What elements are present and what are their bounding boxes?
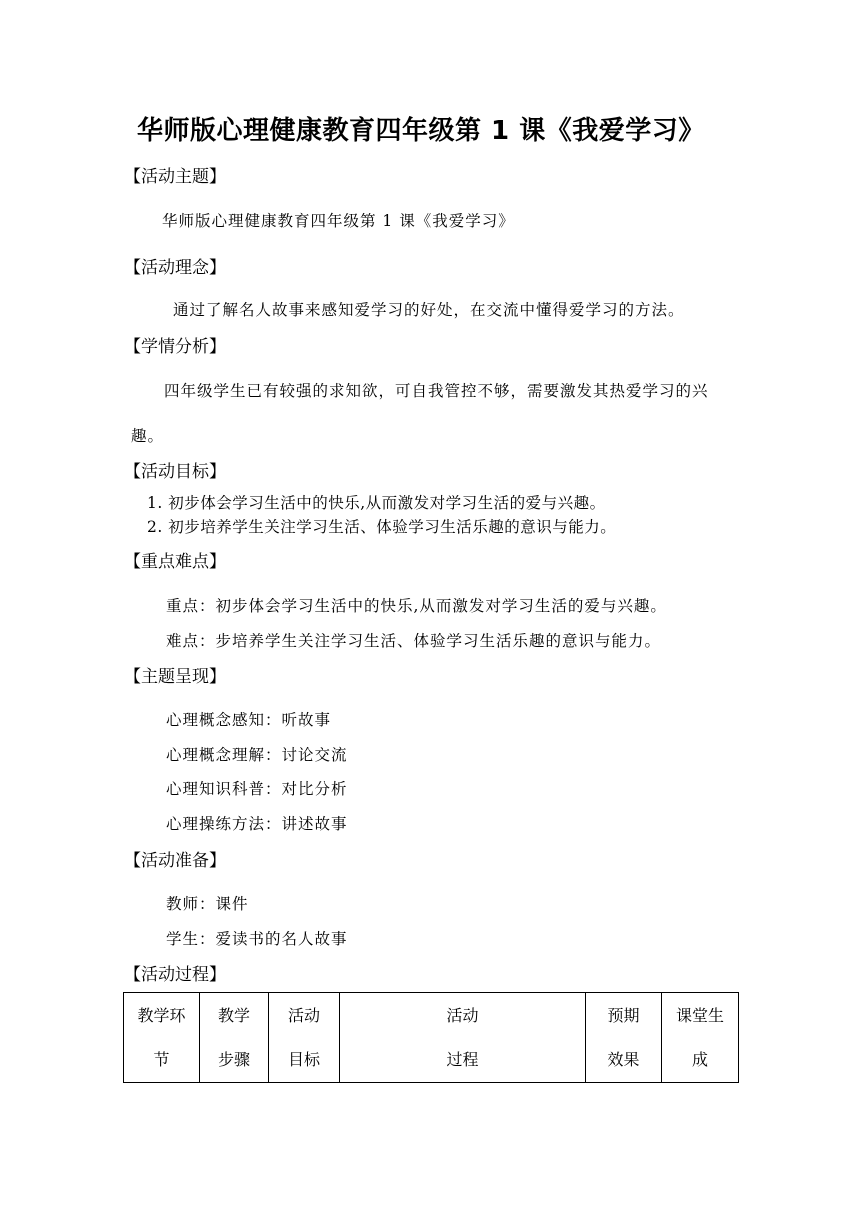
section-heading-preparation: 【活动准备】: [124, 851, 226, 871]
header-cell-teaching-steps: 教学 步骤: [200, 993, 269, 1083]
section-heading-goals: 【活动目标】: [124, 462, 226, 482]
presentation-item-1: 心理概念感知：听故事: [166, 711, 332, 729]
section-heading-theme: 【活动主题】: [124, 167, 226, 187]
section-heading-analysis: 【学情分析】: [124, 337, 226, 357]
section-heading-key-points: 【重点难点】: [124, 552, 226, 572]
analysis-text-line-2: 趣。: [131, 427, 165, 445]
presentation-item-3: 心理知识科普：对比分析: [166, 780, 348, 798]
header-cell-activity-process: 活动 过程: [340, 993, 586, 1083]
section-heading-concept: 【活动理念】: [124, 258, 226, 278]
process-table: [123, 992, 739, 1083]
goal-item-2: 2. 初步培养学生关注学习生活、体验学习生活乐趣的意识与能力。: [147, 518, 617, 536]
difficult-point-text: 难点：步培养学生关注学习生活、体验学习生活乐趣的意识与能力。: [166, 632, 662, 650]
presentation-item-4: 心理操练方法：讲述故事: [166, 815, 348, 833]
header-cell-expected-effect: 预期 效果: [586, 993, 662, 1083]
header-cell-activity-goal: 活动 目标: [269, 993, 340, 1083]
preparation-teacher: 教师：课件: [166, 895, 249, 913]
presentation-item-2: 心理概念理解：讨论交流: [166, 746, 348, 764]
process-table-header-row: [124, 993, 739, 1083]
header-cell-classroom-generation: 课堂生 成: [662, 993, 739, 1083]
header-cell-teaching-stage: 教学环 节: [124, 993, 200, 1083]
document-title: 华师版心理健康教育四年级第 1 课《我爱学习》: [137, 116, 705, 146]
concept-text: 通过了解名人故事来感知爱学习的好处，在交流中懂得爱学习的方法。: [173, 301, 685, 319]
goal-item-1: 1. 初步体会学习生活中的快乐,从而激发对学习生活的爱与兴趣。: [147, 494, 606, 512]
preparation-student: 学生：爱读书的名人故事: [166, 930, 348, 948]
key-point-text: 重点：初步体会学习生活中的快乐,从而激发对学习生活的爱与兴趣。: [166, 597, 667, 615]
section-heading-presentation: 【主题呈现】: [124, 667, 226, 687]
section-heading-process: 【活动过程】: [124, 965, 226, 985]
theme-text: 华师版心理健康教育四年级第 1 课《我爱学习》: [162, 212, 515, 230]
analysis-text-line-1: 四年级学生已有较强的求知欲，可自我管控不够，需要激发其热爱学习的兴: [164, 382, 709, 400]
